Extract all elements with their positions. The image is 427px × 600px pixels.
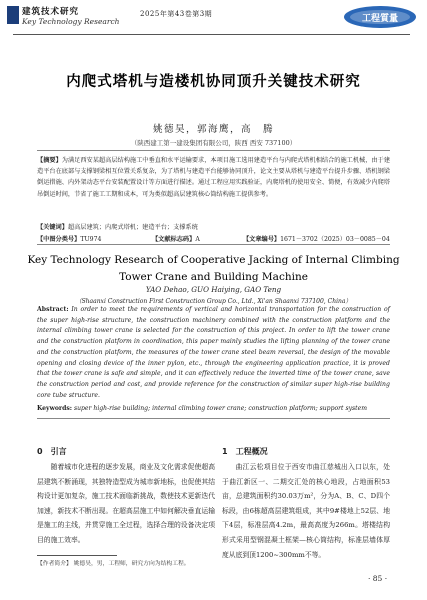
- abstract-top-rule: [37, 150, 390, 151]
- section-1-heading: 1 工程概况: [222, 447, 268, 456]
- clc-number: 【中图分类号】TU974: [37, 236, 102, 243]
- english-authors: YAO Dehao, GUO Haiying, GAO Teng: [145, 285, 282, 294]
- header-rule: [13, 34, 410, 35]
- article-affiliation: （陕西建工第一建设集团有限公司，陕西 西安 737100）: [130, 139, 297, 147]
- section-1-text: 曲江云松项目位于西安市曲江慈城出入口以东，处于曲江新区一、二期交汇处的核心地段，占地面积53亩，总建筑面积约30.03万m²，分为A、B、C、D四个标段，由6栋超高层建筑组成，其中9#楼地上52层、地下4层，标准层高4.2m，最高高度为266m。塔楼结构形式采用型钢混凝土框架—核心筒结构，标准层墙体厚度从底到顶1200~300mm不等。: [222, 463, 390, 559]
- author-footnote: 【作者简介】 姚德昊，男，工程师，研究方向为结构工程。: [37, 561, 190, 567]
- keywords-en: [37, 405, 397, 412]
- english-bottom-rule: [37, 418, 390, 419]
- abstract-text: 为满足西安某超高层结构施工中垂直和水平运输要求，本项目施工选用建造平台与内爬式塔机相结合的施工机械，由于建造平台在底部与支撑钢梁相互位置关系复杂，为了塔机与建造平台能够协同顶升，论文主要从塔机与建造平台提升步骤、塔机钢梁倒运措施、内外架动态平台安装配置设计等方面进行描述。通过工程应用实践验证，内爬塔机的使用安全、简便，有效减少内爬塔吊倒运时间，节省了施工工期和成本，可为类似超高层建筑核心筒结构施工提供参考。: [37, 157, 391, 198]
- abstract-en-text: In order to meet the requirements of vertical and horizontal transportation for the construction of the super high-rise structure, the construction machinery combined with the construction platform and the internal climbing tower crane is selected for the construction of this project. In order to lift the tower crane and the construction platform in coordination, this paper mainly studies the lifting planning of the tower crane and the construction platform, the measures of the tower crane steel beam reversal, the design of the movable opening and closing device of the inner pylon, etc., through the engineering application practice, it is proved that the tower crane is safe and simple, and it can effectively reduce the inverted time of the tower crane, save the construction period and cost, and provide reference for the construction of similar super high-rise building core tube structure.: [37, 306, 390, 399]
- publisher-logo-icon: [340, 4, 420, 30]
- page-number: · 85 ·: [368, 574, 388, 583]
- document-code: 【文献标志码】A: [152, 236, 200, 243]
- publisher-logo-text: 工程質量: [361, 14, 399, 24]
- keywords-label: 【关键词】: [37, 224, 68, 231]
- keywords-en-label: Keywords:: [37, 405, 73, 412]
- abstract-cn: [37, 155, 390, 200]
- journal-name-cn: 建筑技术研究: [22, 7, 80, 17]
- article-title: 内爬式塔机与造楼机协同顶升关键技术研究: [66, 74, 361, 90]
- english-affiliation: （Shaanxi Construction First Construction Group Co., Ltd., Xi'an Shaanxi 737100, China）: [75, 298, 352, 305]
- abstract-en-label: Abstract:: [37, 306, 69, 313]
- journal-logo-icon: [7, 6, 19, 24]
- footnote-rule: [37, 555, 117, 556]
- keywords-cn: [37, 222, 390, 231]
- article-number: 【文章编号】1671－3702（2025）03－0085－04: [243, 236, 390, 243]
- abstract-bottom-rule: [37, 244, 390, 245]
- keywords-en-text: super high-rise building; internal climbing tower crane; construction platform; support system: [73, 405, 367, 412]
- abstract-label: 【摘要】: [37, 157, 62, 164]
- article-authors: 姚德昊，郭海鹰，高 腾: [152, 124, 274, 135]
- issue-info: 2025年第43卷第3期: [140, 10, 213, 18]
- section-0-heading: 0 引言: [37, 447, 67, 456]
- english-title: Key Technology Research of Cooperative Jacking of Internal Climbing Tower Crane and Building Machine: [27, 254, 400, 283]
- abstract-en: [37, 305, 390, 401]
- keywords-text: 超高层建筑；内爬式塔机；建造平台；支撑系统: [67, 224, 198, 231]
- section-0-text: 随着城市化进程的逐步发展，商业及文化需求促使超高层建筑不断涌现，其独特造型成为城市新地标，也促使其结构设计更加复杂，施工技术面临新挑战，数使技术更新迭代加速，新技术不断出现。在超高层施工中如何解决垂直运输是施工的主线，并贯穿施工全过程，选择合理的设备决定项目的施工效率。: [37, 463, 215, 544]
- journal-name-en: Key Technology Research: [22, 17, 120, 26]
